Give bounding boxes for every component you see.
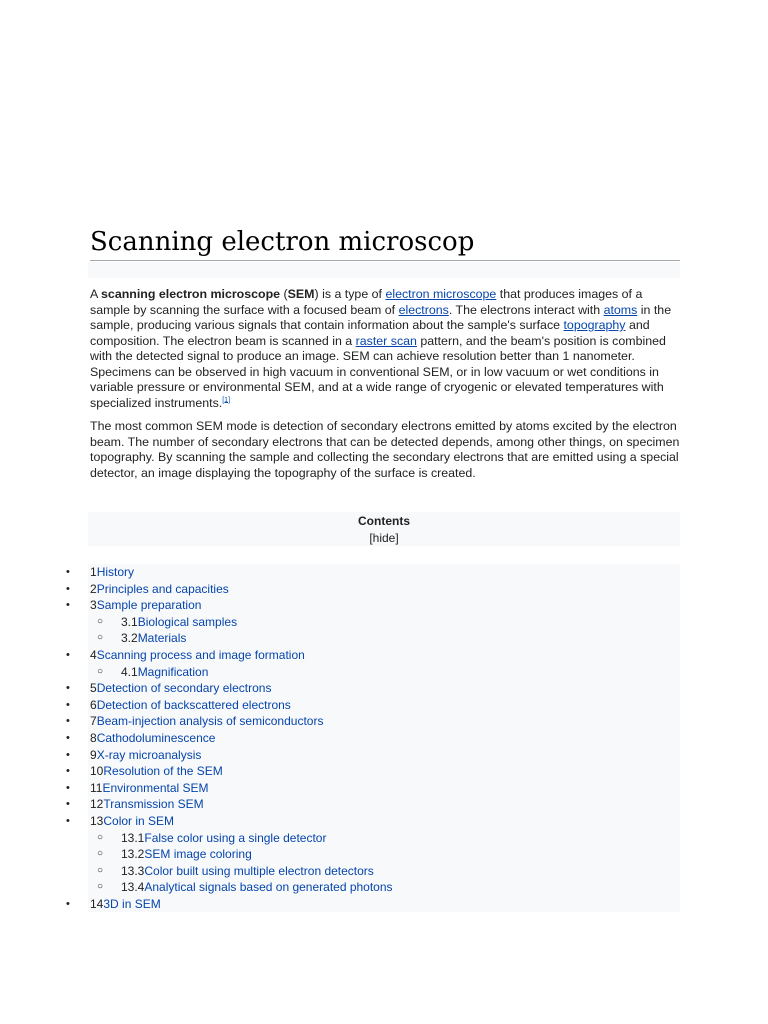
toc-number: 3 — [90, 598, 97, 613]
toc-link[interactable]: Environmental SEM — [102, 780, 209, 795]
toc-item[interactable] — [0, 730, 768, 747]
intro-text: in the sample, producing various signals that contain information about the sample's surface — [90, 302, 672, 332]
toc-item-background — [88, 813, 680, 830]
toc-item[interactable] — [0, 747, 768, 764]
toc-entry[interactable] — [90, 780, 209, 797]
toc-number: 9 — [90, 747, 97, 762]
toc-link[interactable]: Detection of secondary electrons — [96, 681, 272, 696]
toc-number: 3.1 — [121, 614, 138, 629]
toc-entry[interactable] — [90, 597, 201, 614]
toc-link[interactable]: Beam-injection analysis of semiconductors — [96, 714, 324, 729]
title-band — [88, 262, 680, 278]
toc-item[interactable] — [0, 581, 768, 598]
toc-link[interactable]: History — [96, 565, 135, 579]
disc-bullet-icon: • — [66, 698, 70, 711]
toc-entry[interactable] — [90, 647, 305, 664]
intro-text: that produces images of a sample by scanning the surface with a focused beam of — [90, 287, 643, 317]
toc-item[interactable] — [0, 664, 768, 681]
intro-abbr: SEM — [287, 287, 315, 301]
toc-item[interactable] — [0, 713, 768, 730]
toc-number: 7 — [90, 714, 97, 729]
intro-text: . The electrons interact with — [448, 302, 604, 317]
toc-link[interactable]: Resolution of the SEM — [103, 764, 223, 779]
intro-text: pattern, and the beam's position is combined with the detected signal to produce an image. SEM can achieve resolution better than 1 nanometer. Specimens can be observed in high vacuum in conventional SEM, or in low vacuum or wet conditions in variable pressure or environmental SEM, and at a wide range of cryogenic or elevated temperatures with specialized instruments. — [90, 333, 666, 410]
body-paragraph: The most common SEM mode is detection of secondary electrons emitted by atoms excited by the electron beam. The number of secondary electrons that can be detected depends, among other things, on specimen topography. By scanning the sample and collecting the secondary electrons that are emitted using a special detector, an image displaying the topography of the surface is created. — [90, 419, 680, 480]
toc-item[interactable] — [0, 863, 768, 880]
circle-bullet-icon: ○ — [97, 831, 104, 843]
toc-entry[interactable] — [90, 697, 291, 714]
toc-entry[interactable] — [90, 680, 271, 697]
toc-number: 3.2 — [121, 631, 138, 646]
circle-bullet-icon: ○ — [97, 881, 104, 893]
toc-number: 14 — [90, 896, 104, 911]
disc-bullet-icon: • — [66, 748, 70, 761]
toc-entry[interactable] — [121, 863, 374, 880]
disc-bullet-icon: • — [66, 715, 70, 728]
toc-number: 1 — [90, 565, 97, 579]
toc-link[interactable]: Principles and capacities — [96, 581, 229, 596]
toc-link[interactable]: Biological samples — [137, 614, 238, 629]
toc-number: 13.2 — [121, 847, 145, 862]
toc-entry[interactable] — [90, 796, 204, 813]
toc-entry[interactable] — [90, 564, 134, 581]
circle-bullet-icon: ○ — [97, 848, 104, 860]
disc-bullet-icon: • — [66, 897, 70, 910]
toc-list — [0, 564, 768, 912]
toc-number: 11 — [90, 780, 103, 795]
reference-link[interactable]: [1] — [222, 396, 231, 404]
toc-entry[interactable] — [90, 813, 174, 830]
disc-bullet-icon: • — [66, 566, 70, 578]
toc-link[interactable]: Detection of backscattered electrons — [96, 697, 291, 712]
intro-text: ( — [280, 287, 288, 301]
toc-entry[interactable] — [90, 747, 201, 764]
toc-number: 4.1 — [121, 664, 138, 679]
toc-link[interactable]: Scanning process and image formation — [96, 647, 305, 662]
toc-entry[interactable] — [121, 664, 208, 681]
toc-number: 5 — [90, 681, 97, 696]
toc-item[interactable] — [0, 597, 768, 614]
disc-bullet-icon: • — [66, 798, 70, 811]
toc-number: 13.3 — [121, 863, 145, 878]
intro-term: scanning electron microscope — [101, 287, 281, 301]
toc-entry[interactable] — [121, 830, 326, 847]
toc-item[interactable] — [0, 680, 768, 697]
disc-bullet-icon: • — [66, 731, 70, 744]
toc-entry[interactable] — [121, 614, 237, 631]
page-title: Scanning electron microscop — [90, 226, 680, 261]
circle-bullet-icon: ○ — [97, 632, 104, 644]
toc-link[interactable]: Transmission SEM — [103, 797, 204, 812]
link-raster-scan[interactable]: raster scan — [355, 333, 417, 348]
toc-number: 10 — [90, 764, 104, 779]
toc-number: 12 — [90, 797, 104, 812]
toc-number: 13.4 — [121, 880, 145, 895]
disc-bullet-icon: • — [66, 682, 70, 695]
disc-bullet-icon: • — [66, 781, 70, 794]
intro-text: A — [90, 287, 102, 301]
circle-bullet-icon: ○ — [97, 665, 104, 677]
toc-item[interactable] — [0, 630, 768, 647]
toc-link[interactable]: Analytical signals based on generated photons — [144, 880, 393, 895]
disc-bullet-icon: • — [66, 648, 70, 661]
intro-text: ) is a type of — [314, 287, 386, 301]
intro-paragraph — [90, 287, 680, 411]
toc-item[interactable] — [0, 796, 768, 813]
toc-item-background — [88, 564, 680, 581]
toc-item[interactable] — [0, 647, 768, 664]
disc-bullet-icon: • — [66, 814, 70, 827]
toc-number: 6 — [90, 697, 97, 712]
toc-item[interactable] — [0, 697, 768, 714]
toc-header — [88, 512, 680, 546]
toc-link[interactable]: Sample preparation — [96, 598, 202, 613]
toc-item[interactable] — [0, 564, 768, 581]
toc-entry[interactable] — [90, 763, 223, 780]
toc-item[interactable] — [0, 614, 768, 631]
intro-text: and composition. The electron beam is scanned in a — [90, 318, 650, 348]
toc-item[interactable] — [0, 846, 768, 863]
toc-link[interactable]: Color in SEM — [103, 813, 175, 828]
toc-link[interactable]: False color using a single detector — [144, 830, 327, 845]
toc-entry[interactable] — [121, 879, 393, 896]
toc-entry[interactable] — [90, 713, 323, 730]
disc-bullet-icon: • — [66, 765, 70, 778]
toc-item-background — [88, 896, 680, 913]
toc-link[interactable]: Color built using multiple electron detectors — [144, 863, 374, 878]
toc-link[interactable]: X-ray microanalysis — [96, 747, 202, 762]
toc-link[interactable]: Magnification — [137, 664, 209, 679]
toc-link[interactable]: Cathodoluminescence — [96, 730, 216, 745]
link-electron-microscope[interactable]: electron microscope — [385, 287, 497, 301]
toc-link[interactable]: Materials — [137, 631, 187, 646]
toc-item[interactable] — [0, 879, 768, 896]
link-atoms[interactable]: atoms — [603, 302, 638, 317]
toc-entry[interactable] — [90, 730, 215, 747]
toc-item[interactable] — [0, 780, 768, 797]
toc-link[interactable]: 3D in SEM — [103, 896, 161, 911]
toc-entry[interactable] — [121, 630, 186, 647]
toc-title: Contents — [358, 514, 410, 528]
circle-bullet-icon: ○ — [97, 864, 104, 876]
link-topography[interactable]: topography — [563, 318, 626, 332]
toc-number: 8 — [90, 730, 97, 745]
toc-number: 2 — [90, 581, 97, 596]
toc-link[interactable]: SEM image coloring — [144, 847, 252, 862]
toc-item[interactable] — [0, 896, 768, 913]
circle-bullet-icon: ○ — [97, 615, 104, 627]
toc-entry[interactable] — [90, 896, 161, 913]
toc-item[interactable] — [0, 813, 768, 830]
link-electrons[interactable]: electrons — [398, 302, 449, 317]
toc-item[interactable] — [0, 763, 768, 780]
toc-hide-toggle[interactable]: [hide] — [369, 531, 399, 545]
disc-bullet-icon: • — [66, 582, 70, 595]
toc-item[interactable] — [0, 830, 768, 847]
toc-number: 13 — [90, 813, 104, 828]
toc-number: 4 — [90, 647, 97, 662]
disc-bullet-icon: • — [66, 599, 70, 612]
toc-entry[interactable] — [90, 581, 229, 598]
toc-number: 13.1 — [121, 830, 145, 845]
toc-entry[interactable] — [121, 846, 252, 863]
